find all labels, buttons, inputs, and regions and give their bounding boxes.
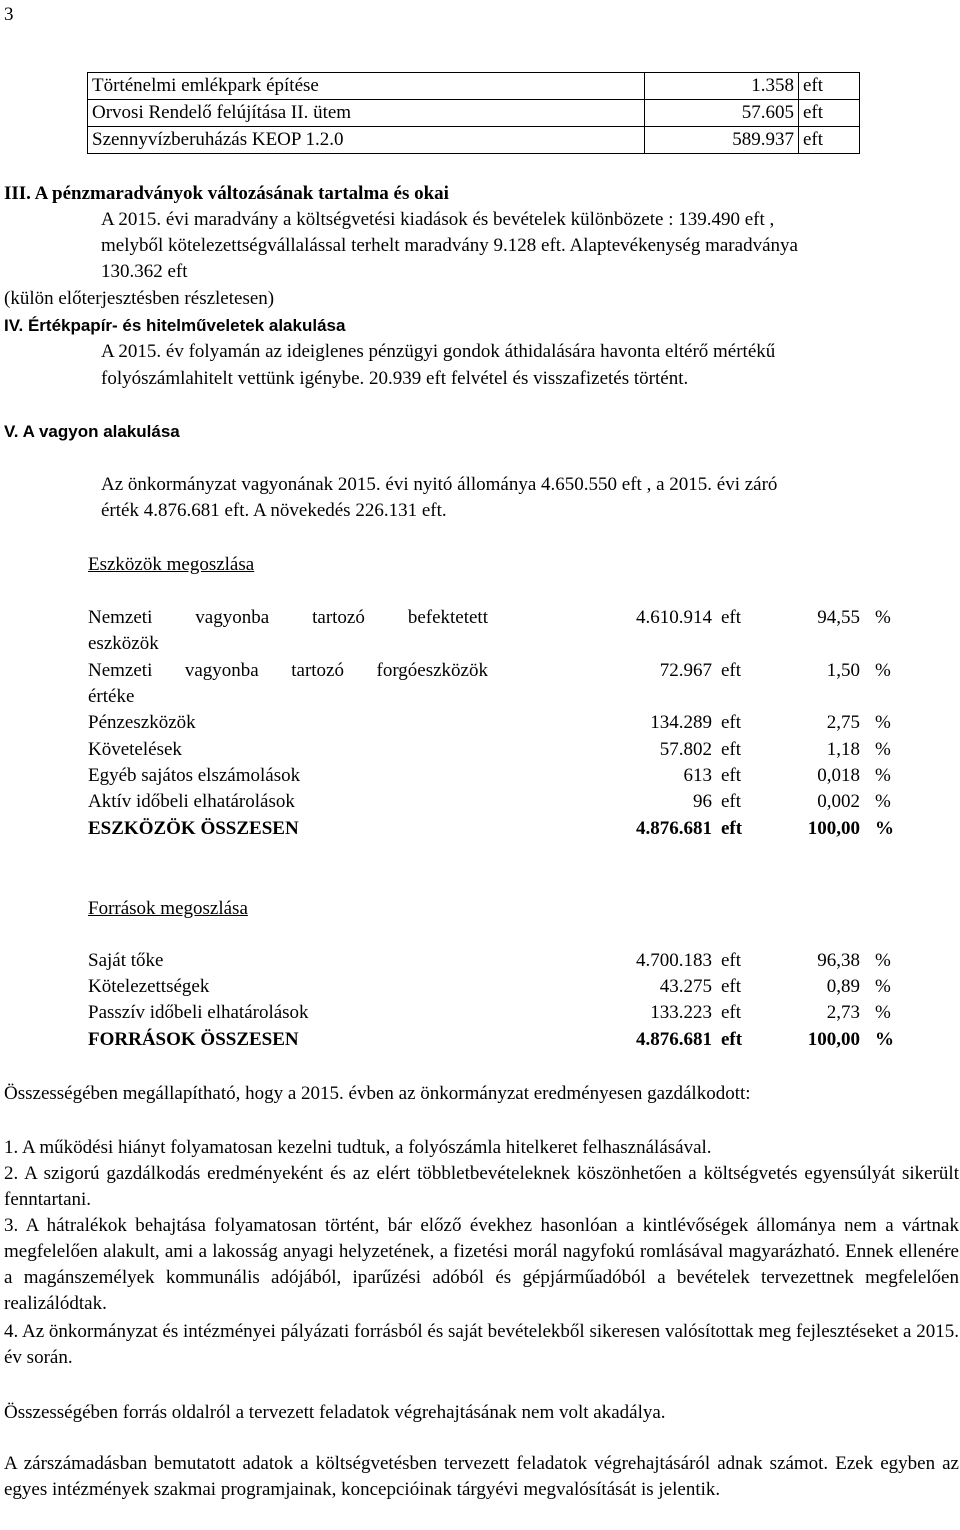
assets-row-label: Aktív időbeli elhatárolások — [88, 791, 295, 812]
assets-row-unit: eft — [721, 765, 742, 786]
summary-intro: Összességében megállapítható, hogy a 2015. évben az önkormányzat eredményesen gazdálkodott: — [4, 1083, 751, 1104]
sources-row-percent: 96,38 — [817, 950, 860, 971]
investment-name: Szennyvízberuházás KEOP 1.2.0 — [88, 127, 645, 154]
assets-row-percent: 94,55 — [817, 607, 860, 628]
percent-sign: % — [875, 791, 891, 812]
summary-point: 2. A szigorú gazdálkodás eredményeként és az elért többletbevételeknek köszönhetően a költségvetés egyensúlyát sikerült fenntartani. — [4, 1163, 959, 1210]
investments-table — [87, 72, 860, 154]
assets-row-label: Pénzeszközök — [88, 712, 196, 733]
assets-row-percent: 2,75 — [826, 712, 860, 733]
summary-point: 1. A működési hiányt folyamatosan kezelni tudtuk, a folyószámla hitelkeret felhasználásával. — [4, 1137, 712, 1158]
page-number: 3 — [4, 4, 14, 25]
percent-sign: % — [875, 765, 891, 786]
assets-row-percent: 1,18 — [826, 739, 860, 760]
percent-sign: % — [875, 818, 894, 839]
summary-closing: A zárszámadásban bemutatott adatok a költségvetésben tervezett feladatok végrehajtásáról adnak számot. Ezek egyben az egyes intézmények szakmai programjainak, koncepcióinak tárgyévi megvalósítását is jelentik. — [4, 1453, 959, 1500]
assets-row-amount: 72.967 — [659, 660, 712, 681]
table-row — [88, 73, 860, 100]
sources-row-label: Saját tőke — [88, 950, 164, 971]
section-5-line: Az önkormányzat vagyonának 2015. évi nyitó állománya 4.650.550 eft , a 2015. évi záró — [101, 474, 778, 495]
summary-point: 3. A hátralékok behajtása folyamatosan történt, bár előző évekhez hasonlóan a kintlévőségek állománya nem a vártnak megfelelően alakult, ami a lakosság anyagi helyzetének, a fizetési morál nagyfokú romlásával magyarázható. Ennek ellenére a magánszemélyek kommunális adójából, iparűzési adóból és gépjárműadóból a bevételek tervezettnek megfelelően realizálódtak. — [4, 1215, 959, 1314]
assets-row-label-cont: értéke — [88, 686, 135, 707]
assets-title: Eszközök megoszlása — [88, 554, 255, 575]
sources-total-amount: 4.876.681 — [636, 1029, 712, 1050]
investment-unit: eft — [799, 73, 860, 100]
assets-total-unit: eft — [721, 818, 743, 839]
sources-row-label: Kötelezettségek — [88, 976, 210, 997]
assets-row-unit: eft — [721, 660, 742, 681]
assets-row-unit: eft — [721, 791, 742, 812]
section-3-line: 130.362 eft — [101, 261, 188, 282]
summary-point: 4. Az önkormányzat és intézményei pályázati forrásból és saját bevételekből sikeresen valósítottak meg fejlesztéseket a 2015. év során. — [4, 1321, 959, 1368]
percent-sign: % — [875, 1002, 891, 1023]
sources-total-label: FORRÁSOK ÖSSZESEN — [88, 1029, 299, 1050]
assets-row-unit: eft — [721, 607, 742, 628]
sources-row-unit: eft — [721, 950, 742, 971]
sources-row-label: Passzív időbeli elhatárolások — [88, 1002, 309, 1023]
sources-row-amount: 4.700.183 — [636, 950, 712, 971]
sources-row-percent: 0,89 — [826, 976, 860, 997]
sources-total-unit: eft — [721, 1029, 743, 1050]
table-row — [88, 100, 860, 127]
investment-unit: eft — [799, 100, 860, 127]
assets-row-amount: 613 — [683, 765, 712, 786]
section-3-note: (külön előterjesztésben részletesen) — [4, 288, 275, 309]
percent-sign: % — [875, 1029, 894, 1050]
percent-sign: % — [875, 660, 891, 681]
assets-row-amount: 4.610.914 — [636, 607, 712, 628]
section-3-line: melyből kötelezettségvállalással terhelt maradvány 9.128 eft. Alaptevékenység maradványa — [101, 235, 798, 256]
assets-total-percent: 100,00 — [807, 818, 860, 839]
assets-row-percent: 0,002 — [817, 791, 860, 812]
sources-row-percent: 2,73 — [826, 1002, 860, 1023]
percent-sign: % — [875, 950, 891, 971]
investment-amount: 589.937 — [645, 127, 799, 154]
percent-sign: % — [875, 976, 891, 997]
assets-row-percent: 1,50 — [826, 660, 860, 681]
investment-name: Orvosi Rendelő felújítása II. ütem — [88, 100, 645, 127]
sources-total-percent: 100,00 — [807, 1029, 860, 1050]
assets-row-label: Követelések — [88, 739, 182, 760]
assets-row-amount: 96 — [693, 791, 712, 812]
sources-row-unit: eft — [721, 1002, 742, 1023]
sources-title: Források megoszlása — [88, 898, 248, 919]
assets-row-unit: eft — [721, 712, 742, 733]
assets-total-amount: 4.876.681 — [636, 818, 712, 839]
section-4-line: A 2015. év folyamán az ideiglenes pénzügyi gondok áthidalására havonta eltérő mértékű — [101, 341, 776, 362]
sources-row-amount: 133.223 — [650, 1002, 712, 1023]
assets-row-label-cont: eszközök — [88, 633, 159, 654]
investment-unit: eft — [799, 127, 860, 154]
assets-row-amount: 134.289 — [650, 712, 712, 733]
assets-row-unit: eft — [721, 739, 742, 760]
section-3-heading: III. A pénzmaradványok változásának tartalma és okai — [4, 183, 449, 204]
section-5-line: érték 4.876.681 eft. A növekedés 226.131 eft. — [101, 500, 447, 521]
investment-name: Történelmi emlékpark építése — [88, 73, 645, 100]
section-5-heading: V. A vagyon alakulása — [4, 422, 180, 441]
assets-row-label: Nemzeti vagyonba tartozó befektetett — [88, 607, 488, 628]
section-4-heading: IV. Értékpapír- és hitelműveletek alakulása — [4, 316, 346, 335]
investment-amount: 1.358 — [645, 73, 799, 100]
sources-row-amount: 43.275 — [659, 976, 712, 997]
assets-row-percent: 0,018 — [817, 765, 860, 786]
sources-row-unit: eft — [721, 976, 742, 997]
percent-sign: % — [875, 712, 891, 733]
assets-total-label: ESZKÖZÖK ÖSSZESEN — [88, 818, 299, 839]
investment-amount: 57.605 — [645, 100, 799, 127]
table-row — [88, 127, 860, 154]
section-3-line: A 2015. évi maradvány a költségvetési kiadások és bevételek különbözete : 139.490 eft , — [101, 209, 775, 230]
section-4-line: folyószámlahitelt vettünk igénybe. 20.939 eft felvétel és visszafizetés történt. — [101, 368, 689, 389]
summary-conclusion: Összességében forrás oldalról a tervezett feladatok végrehajtásának nem volt akadálya. — [4, 1402, 666, 1423]
assets-row-amount: 57.802 — [659, 739, 712, 760]
percent-sign: % — [875, 607, 891, 628]
assets-row-label: Egyéb sajátos elszámolások — [88, 765, 301, 786]
assets-row-label: Nemzeti vagyonba tartozó forgóeszközök — [88, 660, 488, 681]
percent-sign: % — [875, 739, 891, 760]
